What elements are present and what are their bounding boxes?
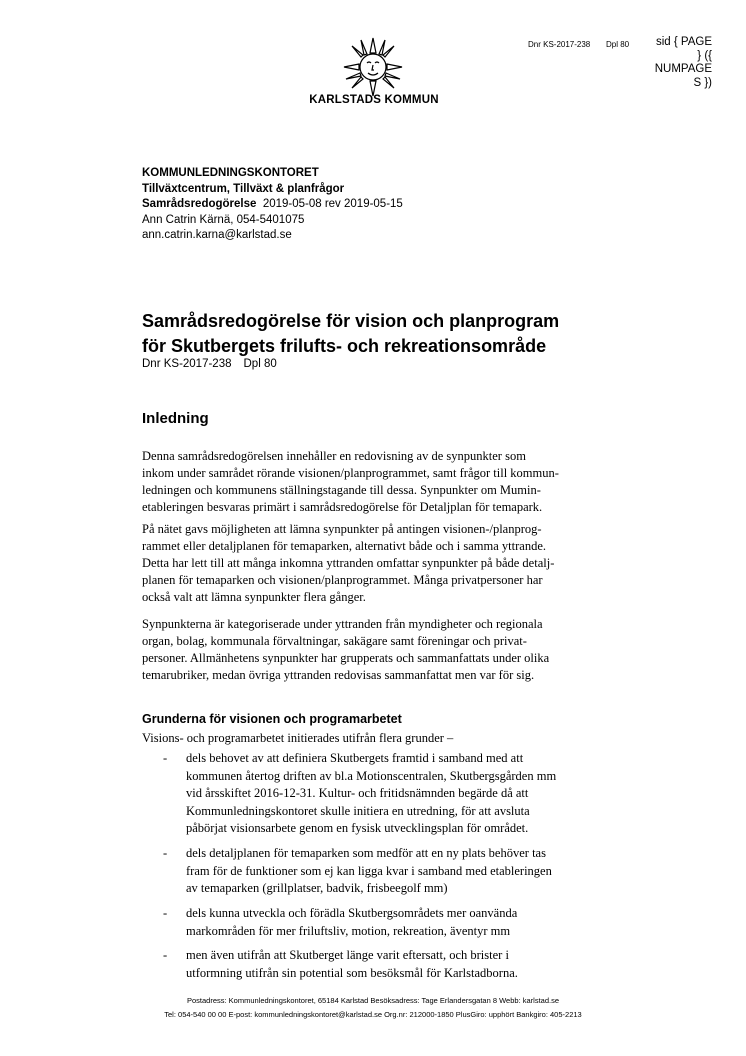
text-line: fram för de funktioner som ej kan ligga kvar i samband med etableringen [186,863,552,878]
list-dash: - [163,846,168,860]
list-dash: - [163,751,168,765]
text-line: markområden för mer friluftsliv, motion, rekreation, äventyr mm [186,923,511,938]
footer-line: Postadress: Kommunledningskontoret, 65184 Karlstad Besöksadress: Tage Erlandersgatan 8 Webb: karlstad.se [186,996,560,1005]
text-line: planen för temaparken och visionen/planprogrammet. Många privatpersoner har [142,573,543,587]
document-title-line: för Skutbergets frilufts- och rekreationsområde [142,336,547,356]
text-line: Synpunkterna är kategoriserade under yttranden från myndigheter och regionala [142,617,543,631]
header-page-field: sid { PAGE } ({ NUMPAGE S }) [654,36,712,89]
text-line: dels detaljplanen för temaparken som medför att en ny plats behöver tas [186,846,546,860]
department-office: KOMMUNLEDNINGSKONTORET [142,167,319,179]
title-dnr: Dnr KS-2017-238 [142,358,232,370]
text-line: Kommunledningskontoret skulle initiera en utredning, för att avsluta [186,803,530,818]
section-heading-grunder: Grunderna för visionen och programarbetet [142,712,402,726]
text-line: organ, bolag, kommunala förvaltningar, sakägare samt föreningar och privat- [142,634,527,648]
list-dash: - [163,906,168,920]
text-line: kommunen återtog driften av bl.a Motionscentralen, Skutbergsgården mm [186,768,557,783]
text-line: rammet eller detaljplanen för temaparken, alternativt både och i samma yttrande. [142,539,546,553]
intro-paragraph [142,521,612,606]
text-line: ledningen och kommunens ställningstagande till dessa. Synpunkter om Mumin- [142,483,541,497]
text-line: men även utifrån att Skutberget länge varit eftersatt, och brister i [186,948,509,962]
section-heading-intro: Inledning [142,410,209,427]
document-type: Samrådsredogörelse [142,198,257,210]
text-line: temarubriker, medan övriga yttranden redovisas sammanfattat men var för sig. [142,668,535,682]
document-title [142,309,662,359]
text-line: På nätet gavs möjligheten att lämna synpunkter på antingen visionen-/planprog- [142,522,542,536]
text-line: dels behovet av att definiera Skutbergets framtid i samband med att [186,751,524,765]
title-dpl: Dpl 80 [243,358,277,370]
intro-paragraph [142,448,612,516]
sun-face-logo-icon [340,34,406,100]
document-dates: 2019-05-08 rev 2019-05-15 [262,198,403,210]
page-footer [0,994,746,1022]
text-line: dels kunna utveckla och förädla Skutbergsområdets mer oanvända [186,906,518,920]
department-block [142,166,403,244]
header-dnr: Dnr KS-2017-238 [528,40,591,49]
text-line: Detta har lett till att många inkomna yttranden omfattar synpunkter på både detalj- [142,556,555,570]
intro-paragraph [142,616,612,684]
org-name: KARLSTADS KOMMUN [309,94,439,106]
text-line: Denna samrådsredogörelsen innehåller en redovisning av de synpunkter som [142,449,526,463]
text-line: också valt att lämna synpunkter flera gånger. [142,590,366,604]
text-line: vid årsskiftet 2016-12-31. Kultur- och fritidsnämnden begärde då att [186,786,529,800]
contact-person: Ann Catrin Kärnä, 054-5401075 [142,213,305,226]
text-line: påbörjat visionsarbete genom en fysisk utvecklingsplan för området. [186,821,529,835]
text-line: etableringen besvaras primärt i samrådsredogörelse för Detaljplan för temapark. [142,500,543,514]
header-dpl: Dpl 80 [606,40,630,49]
title-reference [142,358,289,370]
contact-email[interactable]: ann.catrin.karna@karlstad.se [142,229,292,241]
text-line: utformning utifrån sin potential som besöksmål för Karlstadborna. [186,965,518,980]
document-title-line: Samrådsredogörelse för vision och planprogram [142,311,560,331]
text-line: personer. Allmänhetens synpunkter har grupperats och sammanfattats under olika [142,651,550,665]
department-unit: Tillväxtcentrum, Tillväxt & planfrågor [142,182,345,195]
grunder-intro: Visions- och programarbetet initierades utifrån flera grunder – [142,731,454,745]
text-line: av temaparken (grillplatser, badvik, frisbeegolf mm) [186,881,448,895]
footer-line: Tel: 054-540 00 00 E-post: kommunledningskontoret@karlstad.se Org.nr: 212000-1850 PlusGiro: upphört Bankgiro: 405-2213 [164,1010,582,1019]
text-line: inkom under samrådet rörande visionen/planprogrammet, samt frågor till kommun- [142,466,559,480]
list-dash: - [163,948,168,962]
